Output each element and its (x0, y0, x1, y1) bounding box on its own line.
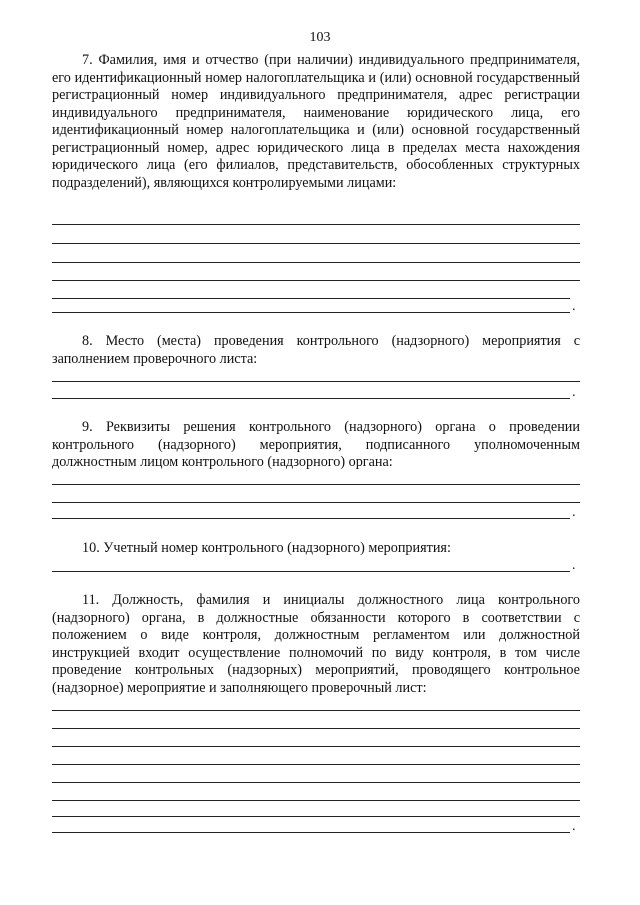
section-8-paragraph: 8. Место (места) проведения контрольного (надзорного) мероприятия с заполнением проверочного листа: (52, 333, 580, 367)
fill-line[interactable] (52, 816, 580, 817)
section-7-text (52, 52, 580, 192)
fill-line[interactable] (52, 243, 580, 244)
fill-line[interactable] (52, 800, 580, 801)
period-mark: . (572, 385, 576, 400)
fill-line[interactable] (52, 728, 580, 729)
fill-line[interactable] (52, 280, 580, 281)
fill-line[interactable] (52, 298, 570, 299)
fill-line[interactable] (52, 710, 580, 711)
page-number: 103 (309, 30, 331, 45)
fill-line[interactable] (52, 312, 570, 313)
fill-line[interactable] (52, 764, 580, 765)
fill-line[interactable] (52, 746, 580, 747)
section-9-text (52, 419, 580, 472)
fill-line[interactable] (52, 782, 580, 783)
period-mark: . (572, 819, 576, 834)
section-11-paragraph: 11. Должность, фамилия и инициалы должностного лица контрольного (надзорного) органа, в должностные обязанности которого в соответствии с положением о виде контроля, должностным регламентом или должностной инструкцией входит осуществление полномочий по виду контроля, в том числе проведение контрольных (надзорных) мероприятий, проводящего контрольное (надзорное) мероприятие и заполняющего проверочный лист: (52, 592, 580, 696)
section-11-text (52, 592, 580, 697)
section-8-text (52, 333, 580, 368)
section-10-paragraph: 10. Учетный номер контрольного (надзорного) мероприятия: (82, 540, 451, 556)
period-mark: . (572, 299, 576, 314)
section-10-text (52, 540, 580, 558)
fill-line[interactable] (52, 518, 570, 519)
fill-line[interactable] (52, 381, 580, 382)
period-mark: . (572, 505, 576, 520)
fill-line[interactable] (52, 832, 570, 833)
fill-line[interactable] (52, 484, 580, 485)
period-mark: . (572, 558, 576, 573)
fill-line[interactable] (52, 262, 580, 263)
fill-line[interactable] (52, 571, 570, 572)
section-9-paragraph: 9. Реквизиты решения контрольного (надзорного) органа о проведении контрольного (надзорного) мероприятия, подписанного уполномоченным должностным лицом контрольного (надзорного) органа: (52, 419, 580, 470)
fill-line[interactable] (52, 398, 570, 399)
fill-line[interactable] (52, 224, 580, 225)
fill-line[interactable] (52, 502, 580, 503)
section-7-paragraph: 7. Фамилия, имя и отчество (при наличии) индивидуального предпринимателя, его идентификационный номер налогоплательщика и (или) основной государственный регистрационный номер индивидуального предпринимателя, адрес регистрации индивидуального предпринимателя, наименование юридического лица, его идентификационный номер налогоплательщика и (или) основной государственный регистрационный номер, адрес юридического лица в пределах места нахождения юридического лица (его филиалов, представительств, обособленных структурных подразделений), являющихся контролируемыми лицами: (52, 52, 580, 191)
